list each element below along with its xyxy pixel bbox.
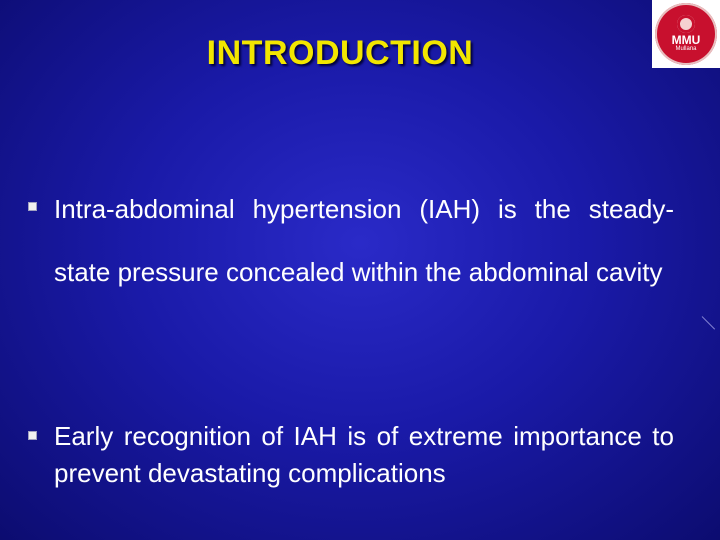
decorative-line: [702, 316, 715, 329]
slide-title: INTRODUCTION: [206, 34, 474, 72]
bullet-text: Early recognition of IAH is of extreme importance to prevent devastating complications: [54, 421, 674, 488]
university-logo: [652, 0, 720, 68]
square-bullet-icon: [28, 431, 37, 440]
logo-name: MMU: [671, 33, 701, 47]
university-seal-icon: [655, 3, 717, 65]
square-bullet-icon: [28, 202, 37, 211]
logo-subtitle: Mullana: [675, 46, 697, 52]
bullet-text: Intra-abdominal hypertension (IAH) is the steady-state pressure concealed within the abdominal cavity: [54, 194, 674, 287]
seal-emblem-icon: [677, 15, 695, 33]
